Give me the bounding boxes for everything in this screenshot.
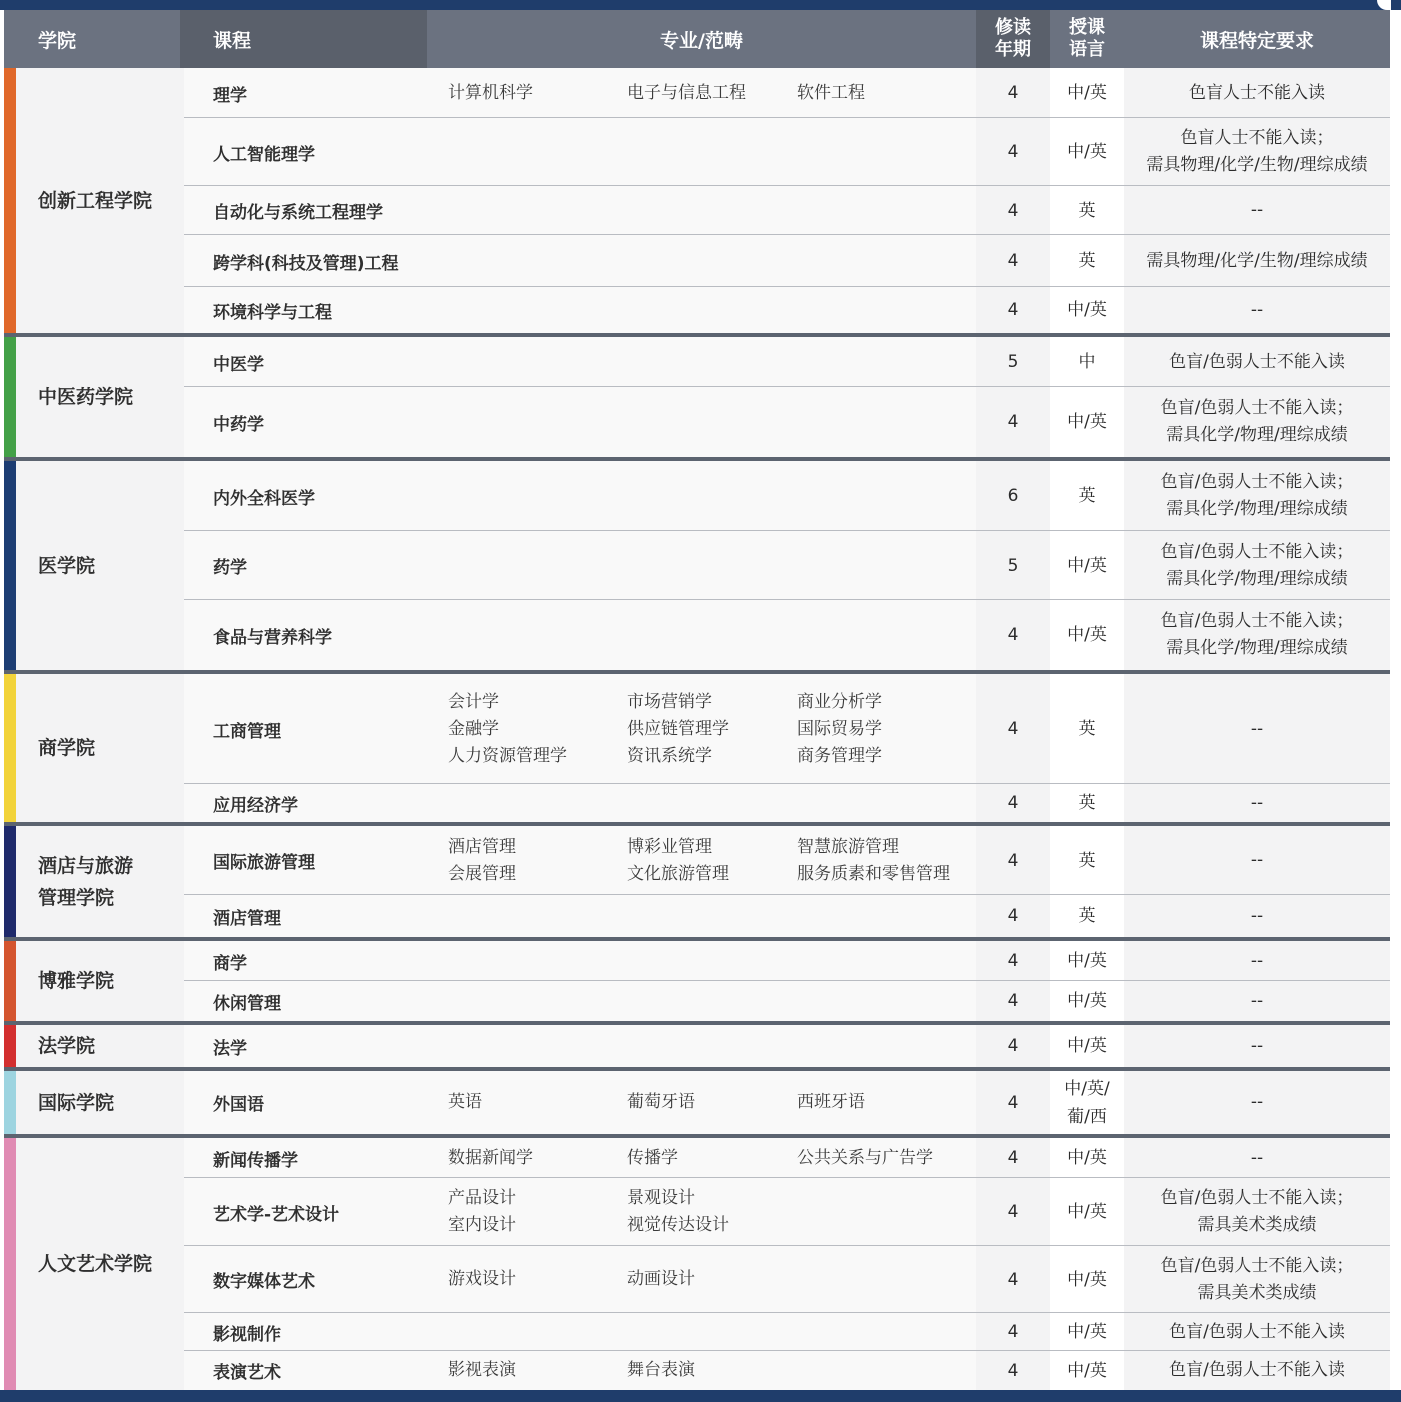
- requirements-value: 色盲/色弱人士不能入读: [1169, 351, 1345, 372]
- specialization-column: [797, 68, 865, 118]
- school-section: [4, 826, 1390, 937]
- requirements-value: 色盲/色弱人士不能入读； 需具化学/物理/理综成绩: [1160, 472, 1354, 519]
- duration-value: 4: [1007, 951, 1019, 971]
- table-row: [4, 600, 1390, 670]
- language-value: 中/英: [1067, 951, 1107, 971]
- specialization-item: 英语: [448, 1092, 482, 1112]
- course-name: 食品与营养科学: [213, 627, 332, 648]
- language-value: 中/英/ 葡/西: [1064, 1078, 1110, 1127]
- specialization-item: 电子与信息工程: [627, 82, 746, 103]
- table-row: [4, 1351, 1390, 1390]
- section-separator: [4, 670, 1390, 674]
- specialization-item: 公共关系与广告学: [797, 1147, 933, 1168]
- specialization-column: [797, 1138, 933, 1178]
- table-row: [4, 1246, 1390, 1313]
- duration-value: 4: [1007, 1092, 1019, 1113]
- school-section: [4, 1138, 1390, 1390]
- language-value: 英: [1078, 200, 1096, 221]
- duration-value: 4: [1007, 906, 1019, 926]
- specialization-column: [627, 68, 746, 118]
- school-name: 酒店与旅游 管理学院: [38, 854, 134, 909]
- course-name: 环境科学与工程: [213, 302, 332, 323]
- language-value: 英: [1078, 251, 1096, 271]
- school-section: [4, 674, 1390, 822]
- school-section: [4, 1025, 1390, 1067]
- language-value: 中/英: [1067, 412, 1107, 432]
- language-value: 英: [1078, 793, 1096, 813]
- duration-value: 4: [1007, 793, 1019, 813]
- language-value: 中/英: [1067, 1036, 1107, 1056]
- course-name: 药学: [213, 558, 247, 578]
- specialization-item: 市场营销学: [627, 691, 712, 712]
- language-value: 中/英: [1067, 1202, 1107, 1222]
- course-name: 人工智能理学: [213, 144, 315, 165]
- table-row: [4, 895, 1390, 937]
- duration-value: 4: [1007, 625, 1019, 645]
- specialization-column: [448, 674, 567, 784]
- specialization-item: 动画设计: [627, 1269, 695, 1289]
- course-name: 中医学: [213, 354, 264, 375]
- requirements-value: --: [1250, 850, 1264, 870]
- section-separator: [4, 333, 1390, 337]
- school-name: 博雅学院: [38, 970, 115, 992]
- specialization-item: 文化旅游管理: [627, 863, 729, 884]
- requirements-value: 色盲/色弱人士不能入读: [1169, 1321, 1345, 1342]
- language-value: 英: [1078, 850, 1096, 871]
- specialization-item: 葡萄牙语: [627, 1092, 695, 1112]
- specialization-item: 软件工程: [797, 82, 865, 103]
- duration-value: 4: [1007, 300, 1019, 320]
- course-name: 理学: [213, 85, 247, 106]
- school-name: 商学院: [38, 737, 96, 759]
- school-name: 法学院: [38, 1035, 96, 1057]
- requirements-value: --: [1250, 990, 1264, 1011]
- duration-value: 4: [1007, 251, 1019, 271]
- section-separator: [4, 1067, 1390, 1071]
- language-value: 中/英: [1067, 1269, 1107, 1290]
- specialization-item: 视觉传达设计: [627, 1215, 729, 1235]
- specialization-item: 酒店管理: [448, 836, 516, 857]
- specialization-column: [448, 1246, 516, 1313]
- requirements-value: --: [1250, 950, 1264, 971]
- table-row: [4, 68, 1390, 118]
- requirements-value: --: [1250, 1035, 1264, 1056]
- specialization-item: 舞台表演: [627, 1360, 695, 1380]
- header-school: 学院: [38, 29, 77, 52]
- specialization-column: [797, 1071, 865, 1134]
- duration-value: 4: [1007, 1269, 1019, 1290]
- table-row: [4, 1071, 1390, 1134]
- header-requirements: 课程特定要求: [1199, 29, 1314, 52]
- duration-value: 4: [1007, 1036, 1019, 1056]
- language-value: 中/英: [1067, 1360, 1107, 1381]
- language-value: 中/英: [1067, 1148, 1107, 1168]
- header-language: 授课 语言: [1069, 17, 1105, 60]
- specialization-item: 传播学: [627, 1147, 678, 1168]
- specialization-item: 智慧旅游管理: [797, 836, 899, 857]
- section-separator: [4, 457, 1390, 461]
- header-course: 课程: [180, 10, 427, 68]
- section-separator: [4, 1134, 1390, 1138]
- requirements-value: --: [1250, 1092, 1264, 1112]
- requirements-value: --: [1250, 792, 1264, 813]
- duration-value: 5: [1007, 352, 1019, 372]
- language-value: 中/英: [1067, 83, 1107, 103]
- school-name: 人文艺术学院: [38, 1253, 153, 1275]
- table-row: [4, 186, 1390, 235]
- duration-value: 4: [1007, 719, 1019, 739]
- duration-value: 4: [1007, 1202, 1019, 1222]
- course-name: 表演艺术: [213, 1363, 281, 1383]
- header-specialization: 专业/范畴: [660, 29, 743, 52]
- specialization-item: 金融学: [448, 718, 499, 739]
- duration-value: 4: [1007, 850, 1019, 871]
- top-bar: [0, 0, 1401, 10]
- duration-value: 4: [1007, 83, 1019, 103]
- requirements-value: 色盲人士不能入读: [1189, 82, 1325, 103]
- specialization-item: 会展管理: [448, 863, 516, 884]
- school-section: [4, 461, 1390, 670]
- specialization-item: 博彩业管理: [627, 836, 712, 857]
- table-row: [4, 1178, 1390, 1246]
- school-name: 医学院: [38, 554, 96, 577]
- requirements-value: 色盲/色弱人士不能入读； 需具化学/物理/理综成绩: [1160, 398, 1354, 445]
- table-row: [4, 784, 1390, 822]
- course-name: 应用经济学: [213, 795, 298, 816]
- specialization-column: [627, 1071, 695, 1134]
- language-value: 中/英: [1067, 555, 1107, 576]
- school-name: 国际学院: [38, 1091, 115, 1114]
- duration-value: 4: [1007, 1322, 1019, 1342]
- header-duration: 修读 年期: [976, 10, 1050, 68]
- section-separator: [4, 937, 1390, 941]
- table-row: [4, 674, 1390, 784]
- specialization-item: 影视表演: [448, 1360, 516, 1380]
- table-row: [4, 826, 1390, 895]
- language-value: 英: [1078, 719, 1096, 739]
- requirements-value: --: [1250, 200, 1264, 220]
- duration-value: 5: [1007, 555, 1019, 576]
- language-value: 中/英: [1067, 142, 1107, 162]
- specialization-item: 商业分析学: [797, 691, 882, 712]
- course-name: 商学: [213, 953, 247, 974]
- specialization-item: 数据新闻学: [448, 1147, 533, 1168]
- requirements-value: --: [1250, 1147, 1264, 1168]
- specialization-item: 供应链管理学: [627, 718, 729, 739]
- requirements-value: 需具物理/化学/生物/理综成绩: [1146, 250, 1368, 271]
- school-section: [4, 68, 1390, 333]
- course-name: 新闻传播学: [213, 1150, 298, 1171]
- language-value: 英: [1078, 906, 1096, 926]
- table-row: [4, 387, 1390, 457]
- specialization-column: [448, 1351, 516, 1390]
- course-name: 中药学: [213, 414, 264, 435]
- requirements-value: 色盲/色弱人士不能入读； 需具化学/物理/理综成绩: [1160, 611, 1354, 658]
- course-name: 国际旅游管理: [213, 853, 315, 873]
- table-row: [4, 941, 1390, 981]
- specialization-item: 商务管理学: [797, 745, 882, 766]
- requirements-value: --: [1250, 299, 1264, 320]
- table-row: [4, 235, 1390, 287]
- specialization-column: [627, 826, 729, 895]
- table-row: [4, 1313, 1390, 1351]
- course-name: 艺术学-艺术设计: [213, 1204, 340, 1225]
- specialization-item: 西班牙语: [797, 1092, 865, 1112]
- requirements-value: 色盲/色弱人士不能入读； 需具美术类成绩: [1160, 1255, 1354, 1303]
- table-header: [4, 10, 1390, 68]
- specialization-column: [797, 826, 950, 895]
- section-separator: [4, 822, 1390, 826]
- specialization-item: 景观设计: [627, 1188, 695, 1208]
- specialization-column: [797, 674, 882, 784]
- duration-value: 4: [1007, 1148, 1019, 1168]
- specialization-column: [448, 1071, 482, 1134]
- language-value: 英: [1078, 486, 1096, 506]
- specialization-item: 游戏设计: [448, 1269, 516, 1289]
- specialization-column: [627, 674, 729, 784]
- specialization-item: 国际贸易学: [797, 718, 882, 739]
- course-name: 内外全科医学: [213, 488, 315, 509]
- course-name: 休闲管理: [213, 993, 281, 1014]
- school-name: 中医药学院: [38, 386, 134, 408]
- requirements-value: 色盲/色弱人士不能入读； 需具美术类成绩: [1160, 1188, 1354, 1235]
- specialization-column: [627, 1178, 729, 1246]
- specialization-item: 室内设计: [448, 1215, 516, 1235]
- specialization-item: 服务质素和零售管理: [797, 863, 950, 884]
- specialization-column: [448, 1138, 533, 1178]
- requirements-value: --: [1250, 718, 1264, 739]
- school-section: [4, 1071, 1390, 1134]
- specialization-item: 人力资源管理学: [448, 745, 567, 766]
- specialization-column: [627, 1351, 695, 1390]
- duration-value: 4: [1007, 412, 1019, 432]
- specialization-column: [448, 1178, 516, 1246]
- specialization-item: 资讯系统学: [627, 745, 712, 766]
- course-name: 自动化与系统工程理学: [213, 203, 383, 223]
- course-name: 酒店管理: [213, 908, 281, 929]
- duration-value: 4: [1007, 991, 1019, 1011]
- course-name: 影视制作: [213, 1324, 281, 1345]
- specialization-column: [448, 826, 516, 895]
- duration-value: 4: [1007, 1360, 1019, 1381]
- bottom-bar: [0, 1390, 1401, 1402]
- table-row: [4, 1138, 1390, 1178]
- section-separator: [4, 1021, 1390, 1025]
- language-value: 中/英: [1067, 625, 1107, 645]
- table-row: [4, 981, 1390, 1021]
- table-row: [4, 287, 1390, 333]
- language-value: 中/英: [1067, 300, 1107, 320]
- school-section: [4, 337, 1390, 457]
- course-name: 跨学科(科技及管理)工程: [213, 253, 399, 274]
- course-name: 外国语: [213, 1095, 264, 1115]
- requirements-value: 色盲/色弱人士不能入读； 需具化学/物理/理综成绩: [1160, 541, 1354, 589]
- table-row: [4, 461, 1390, 531]
- language-value: 中/英: [1067, 1322, 1107, 1342]
- language-value: 中/英: [1067, 991, 1107, 1011]
- specialization-column: [448, 68, 533, 118]
- duration-value: 6: [1007, 486, 1019, 506]
- table-row: [4, 1025, 1390, 1067]
- course-name: 工商管理: [213, 721, 281, 742]
- school-section: [4, 941, 1390, 1021]
- requirements-value: 色盲/色弱人士不能入读: [1169, 1360, 1345, 1380]
- requirements-value: 色盲人士不能入读； 需具物理/化学/生物/理综成绩: [1146, 128, 1368, 175]
- duration-value: 4: [1007, 200, 1019, 221]
- table-row: [4, 531, 1390, 600]
- table-row: [4, 118, 1390, 186]
- specialization-item: 会计学: [448, 691, 499, 712]
- school-name: 创新工程学院: [38, 189, 153, 212]
- specialization-column: [627, 1138, 678, 1178]
- course-name: 数字媒体艺术: [213, 1272, 315, 1292]
- specialization-column: [627, 1246, 695, 1313]
- requirements-value: --: [1250, 905, 1264, 926]
- duration-value: 4: [1007, 142, 1019, 162]
- specialization-item: 计算机科学: [448, 82, 533, 103]
- course-name: 法学: [213, 1038, 247, 1059]
- language-value: 中: [1078, 352, 1096, 372]
- table-row: [4, 337, 1390, 387]
- specialization-item: 产品设计: [448, 1188, 516, 1208]
